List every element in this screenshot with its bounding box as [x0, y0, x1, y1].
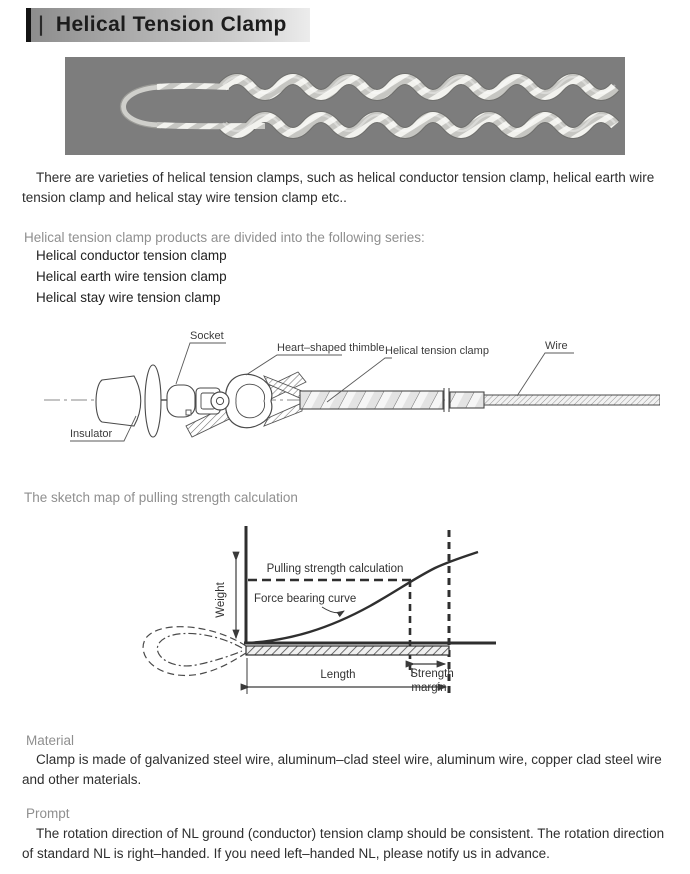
length-label: Length — [320, 669, 356, 681]
page-title: Helical Tension Clamp — [55, 13, 287, 36]
strength-sketch — [130, 516, 560, 704]
series-item: Helical earth wire tension clamp — [36, 269, 227, 284]
title-pipe-mark: | — [38, 13, 44, 36]
assembly-diagram-drawing — [40, 322, 660, 462]
force-curve-label: Force bearing curve — [254, 593, 357, 605]
clamp-body-section2 — [450, 392, 484, 408]
clamp-label: Helical tension clamp — [385, 345, 489, 357]
socket-label: Socket — [190, 330, 224, 342]
series-heading: Helical tension clamp products are divided into the following series: — [24, 230, 425, 245]
force-curve-pointer — [322, 607, 344, 613]
sketch-heading: The sketch map of pulling strength calculation — [24, 490, 298, 505]
product-photo — [65, 57, 625, 155]
prompt-paragraph: The rotation direction of NL ground (conductor) tension clamp should be consistent. The rotation direction of standard NL is right–handed. If you need left–handed NL, please notify us in advance. — [22, 826, 665, 861]
assembly-diagram — [40, 322, 660, 462]
strength-label: Strength — [410, 668, 454, 680]
page-title-bar — [26, 8, 310, 42]
pulling-strength-label: Pulling strength calculation — [266, 563, 404, 575]
margin-label: margin — [411, 682, 447, 694]
weight-label: Weight — [215, 582, 227, 618]
material-paragraph: Clamp is made of galvanized steel wire, aluminum–clad steel wire, aluminum wire, copper clad steel wire and other materials. — [22, 752, 662, 787]
material-heading: Material — [26, 733, 75, 748]
diagram-labels — [70, 330, 568, 440]
thimble-label: Heart–shaped thimble — [277, 342, 385, 354]
strength-sketch-drawing — [130, 516, 560, 704]
prompt-heading: Prompt — [26, 806, 70, 821]
wire-label: Wire — [545, 340, 568, 352]
socket-shape — [167, 385, 195, 417]
series-item: Helical conductor tension clamp — [36, 248, 227, 263]
series-item: Helical stay wire tension clamp — [36, 290, 221, 305]
clamp-bar — [246, 646, 449, 655]
insulator-label: Insulator — [70, 428, 113, 440]
clamp-loop — [143, 627, 246, 676]
series-list — [36, 245, 227, 308]
clamp-body-section1 — [300, 391, 443, 409]
wire-shape — [484, 395, 660, 405]
intro-paragraph: There are varieties of helical tension clamps, such as helical conductor tension clamp, helical earth wire tension clamp and helical stay wire tension clamp etc.. — [22, 170, 655, 205]
helical-clamp-photo-illustration — [65, 57, 625, 155]
